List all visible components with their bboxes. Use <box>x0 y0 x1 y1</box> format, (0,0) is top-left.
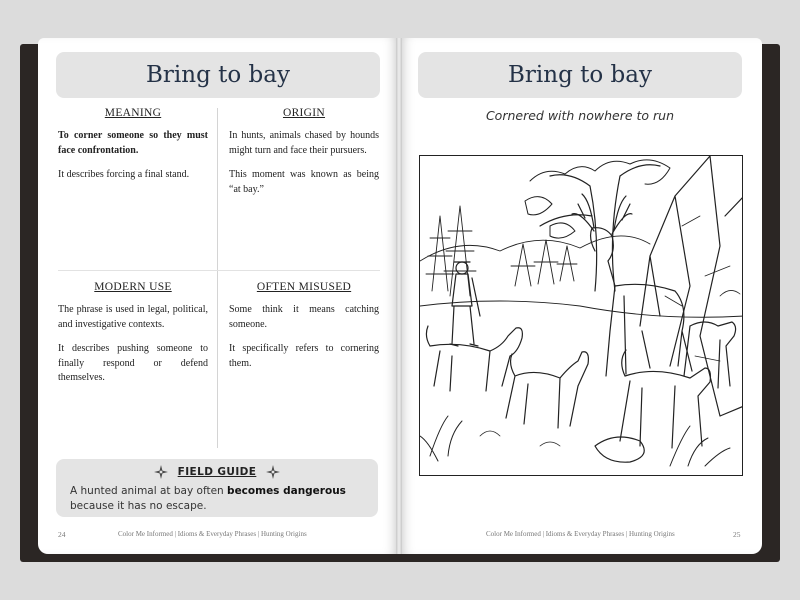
origin-section <box>229 107 379 207</box>
field-guide-emphasis: becomes dangerous <box>227 485 346 497</box>
left-page-footer: Color Me Informed | Idioms & Everyday Phrases | Hunting Origins <box>118 530 307 538</box>
often-misused-heading: OFTEN MISUSED <box>256 281 352 293</box>
modern-use-text-2: It describes pushing someone to finally respond or defend themselves. <box>58 343 208 383</box>
meaning-section <box>58 107 208 193</box>
coloring-illustration <box>419 155 743 476</box>
meaning-heading: MEANING <box>104 107 162 119</box>
modern-use-section <box>58 281 208 396</box>
field-guide-box <box>56 459 378 517</box>
field-guide-label: FIELD GUIDE <box>177 466 257 478</box>
left-page-title: Bring to bay <box>56 52 380 98</box>
field-guide-text: A hunted animal at bay often becomes dangerous because it has no escape. <box>70 485 346 512</box>
right-page-subtitle: Cornered with nowhere to run <box>485 108 675 123</box>
compass-icon <box>154 465 168 479</box>
right-page-footer: Color Me Informed | Idioms & Everyday Phrases | Hunting Origins <box>486 530 675 538</box>
left-page-number: 24 <box>58 530 66 539</box>
often-misused-section <box>229 281 379 381</box>
modern-use-heading: MODERN USE <box>94 281 172 293</box>
often-misused-text-2: It specifically refers to cornering them. <box>229 343 379 369</box>
vertical-divider <box>217 108 218 448</box>
meaning-definition: To corner someone so they must face confrontation. <box>58 130 208 156</box>
meaning-text: It describes forcing a final stand. <box>58 169 190 180</box>
right-page-number: 25 <box>733 530 741 539</box>
origin-heading: ORIGIN <box>282 107 326 119</box>
modern-use-text-1: The phrase is used in legal, political, and investigative contexts. <box>58 304 208 330</box>
origin-text-1: In hunts, animals chased by hounds might turn and face their pursuers. <box>229 130 379 156</box>
origin-text-2: This moment was known as being “at bay.” <box>229 169 379 195</box>
book-gutter <box>396 38 402 554</box>
horizontal-divider <box>58 270 380 271</box>
often-misused-text-1: Some think it means catching someone. <box>229 304 379 330</box>
right-page-title: Bring to bay <box>418 52 742 98</box>
compass-icon <box>266 465 280 479</box>
